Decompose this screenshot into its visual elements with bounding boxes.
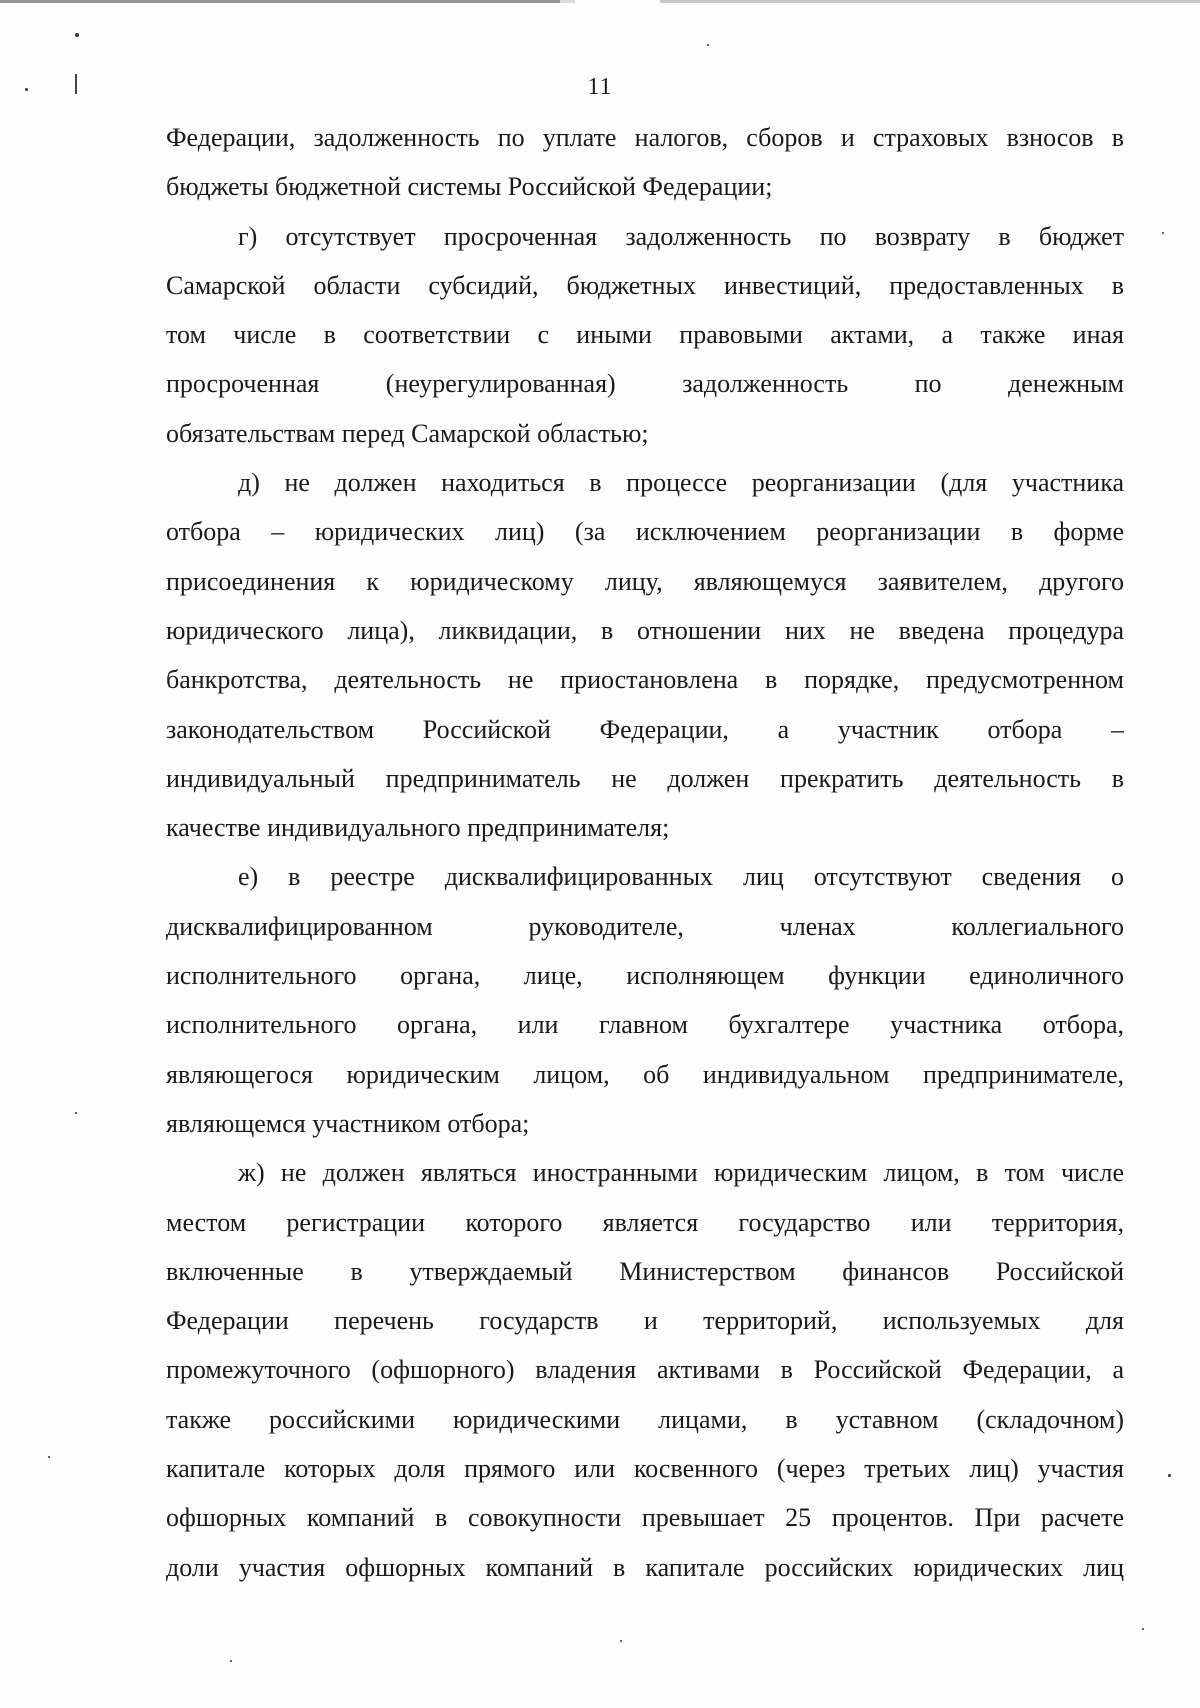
text-line: офшорных компаний в совокупности превышает 25 процентов. При расчете — [166, 1503, 1124, 1533]
text-line: Самарской области субсидий, бюджетных инвестиций, предоставленных в — [166, 270, 1124, 300]
scan-speck — [707, 44, 709, 46]
text-line: дисквалифицированном руководителе, членах коллегиального — [166, 911, 1124, 941]
text-line: являющегося юридическим лицом, об индивидуальном предпринимателе, — [166, 1059, 1124, 1089]
scan-speck — [48, 1456, 50, 1458]
document-body — [166, 113, 1124, 1592]
text-line: обязательствам перед Самарской областью; — [166, 418, 649, 448]
scan-speck — [1162, 232, 1164, 234]
text-line: Федерации, задолженность по уплате налогов, сборов и страховых взносов в — [166, 123, 1124, 152]
text-line: также российскими юридическими лицами, в уставном (складочном) — [166, 1404, 1124, 1434]
scan-speck — [75, 1112, 77, 1114]
scan-speck — [230, 1660, 232, 1662]
scan-speck — [1142, 1628, 1144, 1630]
scan-speck — [75, 33, 79, 37]
text-line: доли участия офшорных компаний в капитале российских юридических лиц — [166, 1552, 1124, 1582]
text-line: юридического лица), ликвидации, в отношении них не введена процедура — [166, 615, 1124, 645]
scan-speck — [620, 1640, 622, 1642]
text-line: индивидуальный предприниматель не должен прекратить деятельность в — [166, 763, 1124, 793]
text-line: законодательством Российской Федерации, а участник отбора – — [166, 714, 1124, 744]
text-line: просроченная (неурегулированная) задолженность по денежным — [166, 369, 1124, 399]
text-line: том числе в соответствии с иными правовыми актами, а также иная — [166, 320, 1124, 350]
page-number: 11 — [587, 74, 613, 100]
text-line: капитале которых доля прямого или косвенного (через третьих лиц) участия — [166, 1454, 1124, 1484]
text-line: исполнительного органа, лице, исполняющем функции единоличного — [166, 961, 1124, 991]
text-line: являющемся участником отбора; — [166, 1108, 530, 1138]
scan-speck — [1168, 1474, 1171, 1477]
scan-top-edge — [0, 0, 1200, 3]
text-line: бюджеты бюджетной системы Российской Федерации; — [166, 172, 773, 202]
text-line: включенные в утверждаемый Министерством финансов Российской — [166, 1256, 1124, 1286]
text-line: Федерации перечень государств и территорий, используемых для — [166, 1306, 1124, 1336]
text-line: е) в реестре дисквалифицированных лиц отсутствуют сведения о — [238, 862, 1124, 892]
text-line: банкротства, деятельность не приостановлена в порядке, предусмотренном — [166, 665, 1124, 695]
text-line: местом регистрации которого является государство или территория, — [166, 1207, 1124, 1237]
text-line: д) не должен находиться в процессе реорганизации (для участника — [238, 468, 1124, 498]
text-line: присоединения к юридическому лицу, являющемуся заявителем, другого — [166, 566, 1124, 596]
text-line: г) отсутствует просроченная задолженность по возврату в бюджет — [238, 221, 1124, 251]
text-line: ж) не должен являться иностранными юридическим лицом, в том числе — [238, 1158, 1124, 1188]
text-line: качестве индивидуального предпринимателя; — [166, 813, 670, 843]
text-line: отбора – юридических лиц) (за исключением реорганизации в форме — [166, 517, 1124, 547]
text-line: исполнительного органа, или главном бухгалтере участника отбора, — [166, 1010, 1124, 1040]
text-line: промежуточного (офшорного) владения активами в Российской Федерации, а — [166, 1355, 1124, 1385]
